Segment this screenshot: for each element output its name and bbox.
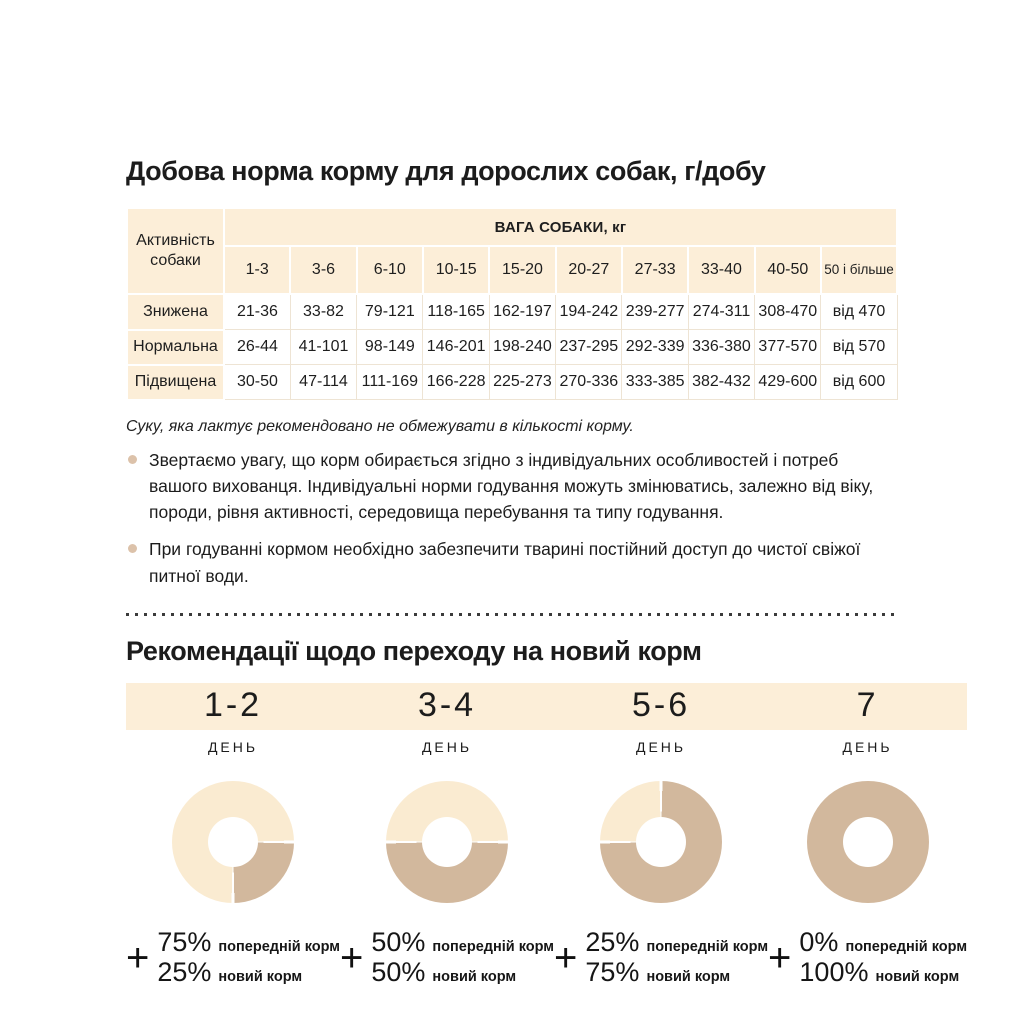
weight-column-header: 10-15 xyxy=(423,246,489,294)
table-row xyxy=(127,294,897,330)
new-food-label: новий корм xyxy=(218,969,303,986)
food-mix-donut-chart xyxy=(600,781,722,903)
note-item: Звертаємо увагу, що корм обирається згідно з індивідуальних особливостей і потреб вашого вихованця. Індивідуальні норми годування можуть змінюватись, залежно від віку, породи, рівня активності, середовища перебування та типу годування. xyxy=(126,447,898,526)
day-label: ДЕНЬ xyxy=(635,738,687,755)
feed-amount-cell: 166-228 xyxy=(423,365,489,400)
weight-column-header: 3-6 xyxy=(290,246,356,294)
feed-amount-cell: 79-121 xyxy=(357,294,423,330)
new-food-line xyxy=(799,959,967,987)
feed-amount-cell: 33-82 xyxy=(290,294,356,330)
feed-amount-cell: 239-277 xyxy=(622,294,688,330)
previous-food-label: попередній корм xyxy=(646,938,769,955)
feed-amount-cell: 292-339 xyxy=(622,330,688,365)
transition-step xyxy=(554,683,768,987)
new-food-line xyxy=(585,959,768,987)
dotted-divider xyxy=(126,613,898,616)
feed-amount-cell: 162-197 xyxy=(489,294,555,330)
plus-icon: + xyxy=(340,935,364,980)
day-number: 5-6 xyxy=(554,683,768,730)
food-mix-donut-chart xyxy=(172,781,294,903)
weight-column-header: 1-3 xyxy=(224,246,290,294)
table-row xyxy=(127,365,897,400)
feed-amount-cell: 308-470 xyxy=(755,294,821,330)
new-food-label: новий корм xyxy=(875,969,960,986)
feed-amount-cell: 21-36 xyxy=(224,294,290,330)
feed-amount-cell: 333-385 xyxy=(622,365,688,400)
notes-list xyxy=(126,447,898,589)
previous-food-line xyxy=(799,926,968,957)
feed-amount-cell: 30-50 xyxy=(224,365,290,400)
note-item: При годуванні кормом необхідно забезпечити тварині постійний доступ до чистої свіжої питної води. xyxy=(126,536,898,589)
day-label: ДЕНЬ xyxy=(421,738,473,755)
transition-step xyxy=(126,683,340,987)
previous-food-label: попередній корм xyxy=(845,938,968,955)
day-number: 3-4 xyxy=(340,683,554,730)
day-label: ДЕНЬ xyxy=(842,738,893,755)
feed-amount-cell: від 600 xyxy=(821,365,897,400)
feed-amount-cell: 41-101 xyxy=(290,330,356,365)
feed-amount-cell: 336-380 xyxy=(688,330,754,365)
feed-amount-cell: 429-600 xyxy=(755,365,821,400)
weight-column-header: 50 і більше xyxy=(821,246,897,294)
weight-column-header: 20-27 xyxy=(556,246,622,294)
previous-food-percent: 0% xyxy=(799,926,839,957)
content-area xyxy=(126,0,968,988)
activity-row-label: Підвищена xyxy=(127,365,224,400)
percent-block xyxy=(554,926,769,988)
food-mix-donut-chart xyxy=(807,781,929,903)
activity-column-header: Активність собаки xyxy=(127,208,224,294)
food-mix-donut-chart xyxy=(386,781,508,903)
previous-food-line xyxy=(371,926,555,957)
feed-amount-cell: від 570 xyxy=(821,330,897,365)
feed-amount-cell: 98-149 xyxy=(357,330,423,365)
new-food-percent: 100% xyxy=(799,957,869,988)
plus-icon: + xyxy=(554,935,578,980)
transition-step xyxy=(340,683,554,987)
day-number: 7 xyxy=(768,683,967,730)
weight-column-header: 27-33 xyxy=(622,246,688,294)
previous-food-line xyxy=(585,926,769,957)
feed-amount-cell: 382-432 xyxy=(688,365,754,400)
feed-amount-cell: 146-201 xyxy=(423,330,489,365)
new-food-line xyxy=(157,959,340,987)
previous-food-line xyxy=(157,926,341,957)
weight-group-header: ВАГА СОБАКИ, кг xyxy=(224,208,897,246)
transition-steps xyxy=(126,683,968,988)
day-number: 1-2 xyxy=(126,683,340,730)
feed-amount-cell: 47-114 xyxy=(290,365,356,400)
page-title: Добова норма корму для дорослих собак, г/добу xyxy=(126,156,766,186)
feed-amount-cell: 111-169 xyxy=(357,365,423,400)
percent-block xyxy=(126,926,341,988)
feed-amount-cell: 237-295 xyxy=(556,330,622,365)
weight-columns-row xyxy=(127,246,897,294)
transition-step xyxy=(768,683,967,987)
previous-food-percent: 75% xyxy=(157,926,212,957)
activity-row-label: Нормальна xyxy=(127,330,224,365)
feed-amount-cell: 198-240 xyxy=(489,330,555,365)
transition-section-title: Рекомендації щодо переходу на новий корм xyxy=(126,635,702,666)
weight-column-header: 33-40 xyxy=(688,246,754,294)
new-food-percent: 50% xyxy=(371,957,426,988)
new-food-label: новий корм xyxy=(646,969,731,986)
weight-column-header: 6-10 xyxy=(357,246,423,294)
lactating-note: Суку, яка лактує рекомендовано не обмежувати в кількості корму. xyxy=(126,417,634,435)
new-food-label: новий корм xyxy=(432,969,517,986)
previous-food-label: попередній корм xyxy=(218,938,341,955)
feeding-table-body xyxy=(127,294,897,400)
feed-amount-cell: 118-165 xyxy=(423,294,489,330)
activity-row-label: Знижена xyxy=(127,294,224,330)
weight-column-header: 40-50 xyxy=(755,246,821,294)
percent-block xyxy=(768,926,968,988)
weight-column-header: 15-20 xyxy=(489,246,555,294)
feed-amount-cell: 377-570 xyxy=(755,330,821,365)
feed-amount-cell: 26-44 xyxy=(224,330,290,365)
plus-icon: + xyxy=(768,935,792,980)
feed-amount-cell: 274-311 xyxy=(688,294,754,330)
new-food-percent: 25% xyxy=(157,957,212,988)
new-food-line xyxy=(371,959,554,987)
previous-food-percent: 25% xyxy=(585,926,640,957)
plus-icon: + xyxy=(126,935,150,980)
day-label: ДЕНЬ xyxy=(207,738,259,755)
percent-block xyxy=(340,926,555,988)
table-row xyxy=(127,330,897,365)
feed-amount-cell: 194-242 xyxy=(556,294,622,330)
new-food-percent: 75% xyxy=(585,957,640,988)
previous-food-percent: 50% xyxy=(371,926,426,957)
feed-amount-cell: від 470 xyxy=(821,294,897,330)
feed-amount-cell: 225-273 xyxy=(489,365,555,400)
feed-amount-cell: 270-336 xyxy=(556,365,622,400)
previous-food-label: попередній корм xyxy=(432,938,555,955)
feeding-table xyxy=(126,207,898,401)
